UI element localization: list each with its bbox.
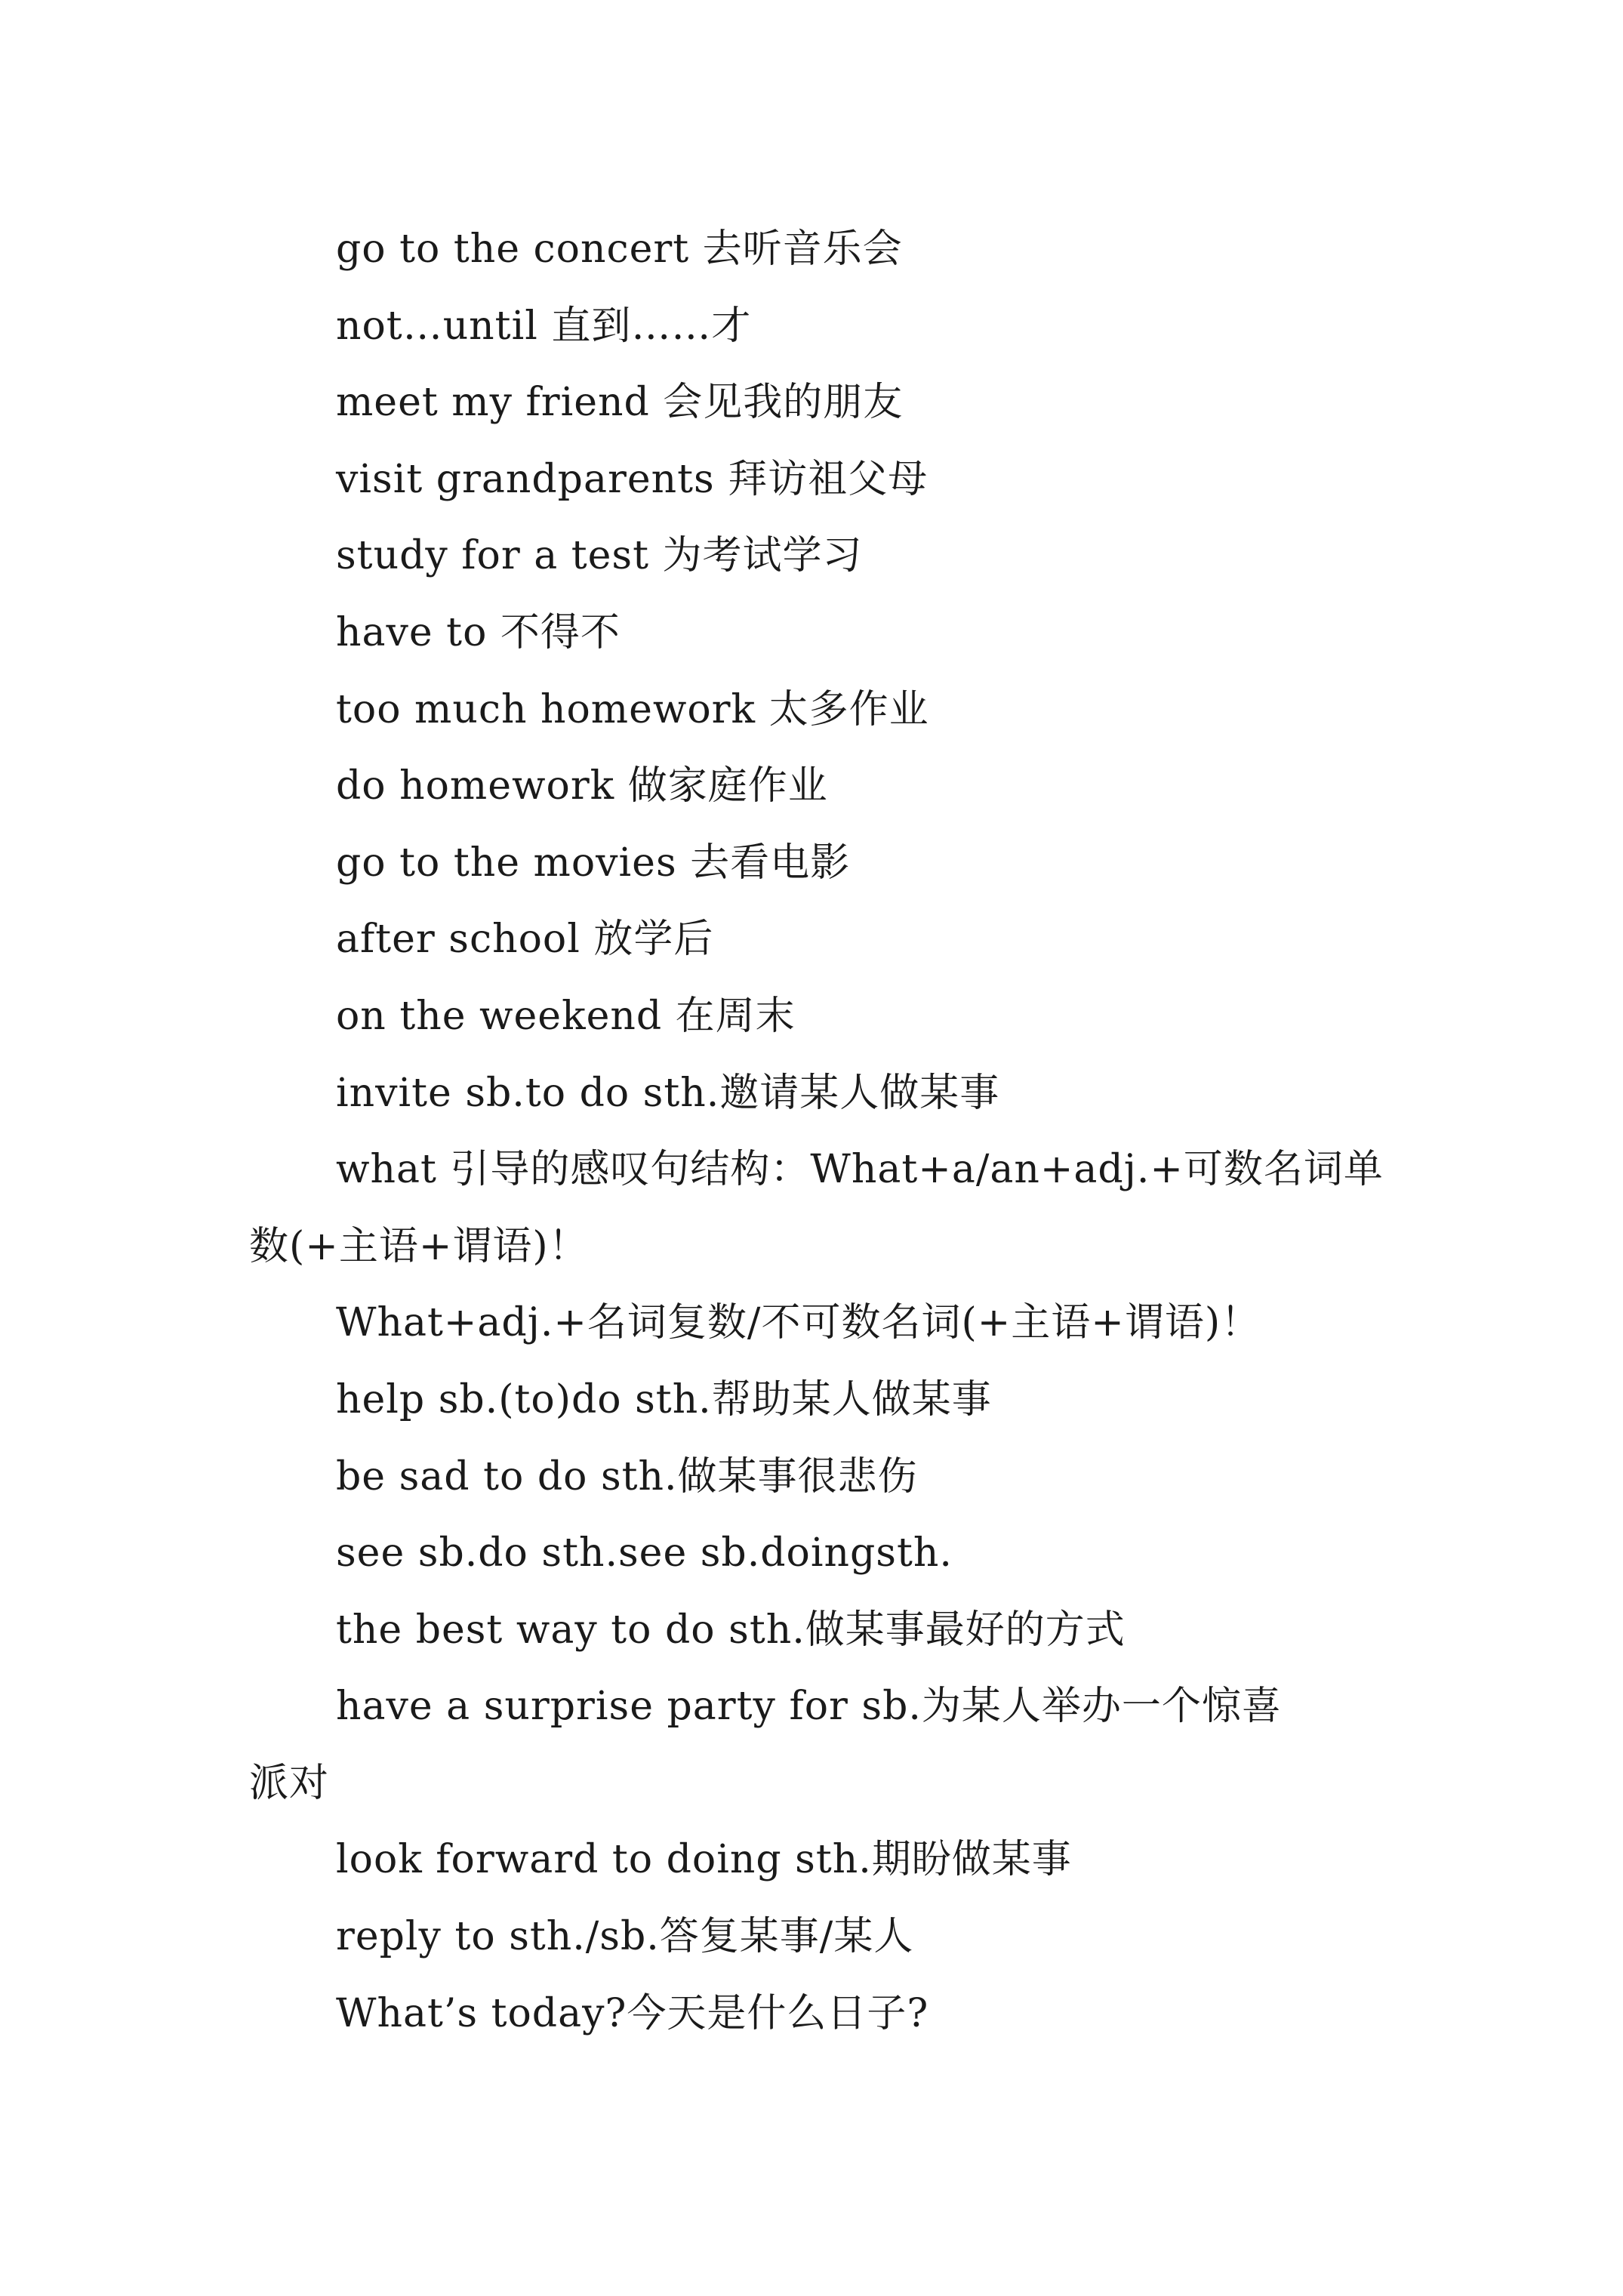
text-line: do homework 做家庭作业: [336, 763, 828, 809]
text-line: help sb.(to)do sth.帮助某人做某事: [336, 1376, 992, 1422]
text-line: be sad to do sth.做某事很悲伤: [336, 1453, 918, 1499]
text-line: have to 不得不: [336, 609, 621, 655]
text-line: reply to sth./sb.答复某事/某人: [336, 1914, 914, 1960]
text-line: what 引导的感叹句结构：What+a/an+adj.+可数名词单: [336, 1147, 1384, 1193]
text-line: What’s today?今天是什么日子?: [336, 1990, 929, 2036]
document-body: [249, 211, 1384, 2052]
text-line-continuation: 派对: [249, 1760, 330, 1806]
text-line: visit grandparents 拜访祖父母: [336, 456, 929, 502]
text-line-continuation: 数(+主语+谓语)！: [249, 1223, 589, 1269]
text-line: go to the concert 去听音乐会: [336, 227, 903, 272]
text-line: the best way to do sth.做某事最好的方式: [336, 1607, 1126, 1653]
text-line: look forward to doing sth.期盼做某事: [336, 1837, 1072, 1883]
text-line: not…until 直到……才: [336, 303, 752, 349]
text-line: meet my friend 会见我的朋友: [336, 380, 904, 426]
text-line: have a surprise party for sb.为某人举办一个惊喜: [336, 1684, 1282, 1730]
text-line: see sb.do sth.see sb.doingsth.: [336, 1530, 953, 1576]
text-line: go to the movies 去看电影: [336, 840, 851, 886]
text-line: too much homework 太多作业: [336, 686, 929, 732]
text-line: invite sb.to do sth.邀请某人做某事: [336, 1070, 1000, 1116]
text-line: What+adj.+名词复数/不可数名词(+主语+谓语)！: [336, 1300, 1261, 1346]
text-line: study for a test 为考试学习: [336, 533, 863, 579]
text-line: after school 放学后: [336, 917, 714, 963]
text-line: on the weekend 在周末: [336, 993, 796, 1039]
